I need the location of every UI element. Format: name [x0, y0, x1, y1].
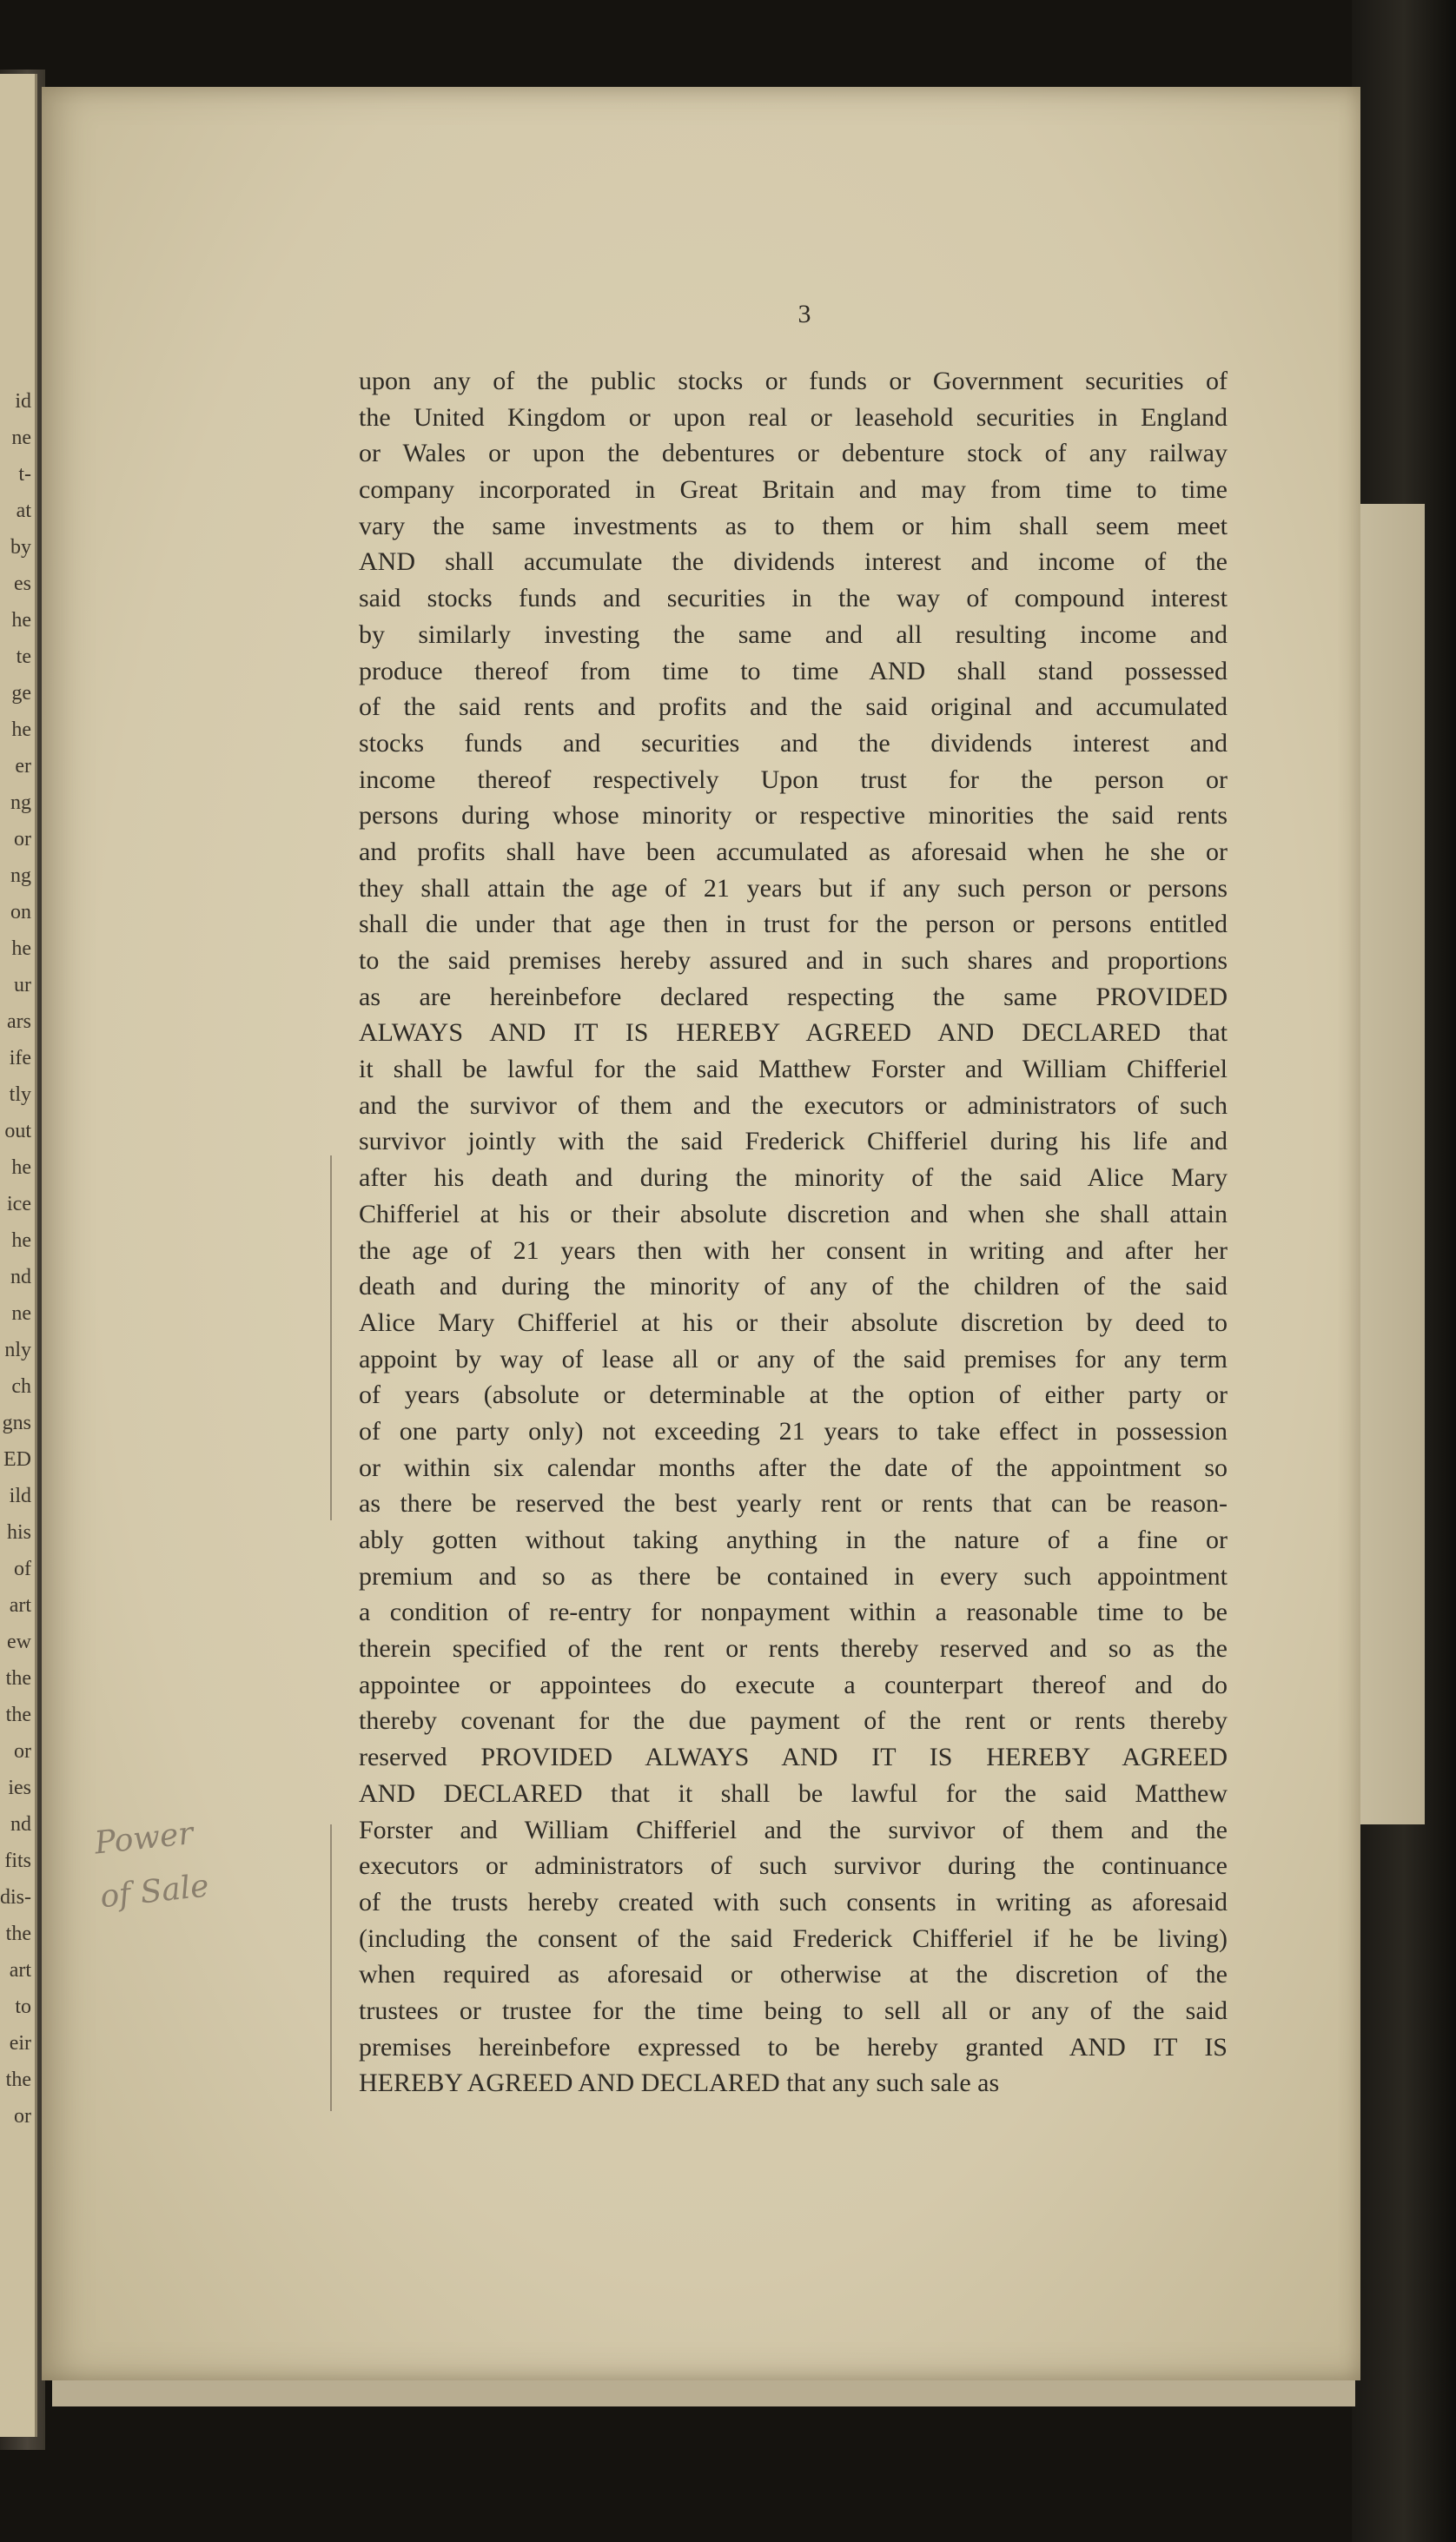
previous-page-fragment: art	[9, 1959, 31, 1982]
margin-note-line: of Sale	[98, 1868, 211, 1916]
body-text	[359, 363, 1228, 2102]
previous-page-fragment: art	[9, 1594, 31, 1617]
text-line: or within six calendar months after the date of the appointment so	[359, 1453, 1228, 1482]
previous-page-fragment: ED	[3, 1448, 31, 1471]
text-line: HEREBY AGREED AND DECLARED that any such sale as	[359, 2069, 1000, 2098]
previous-page-fragment: ng	[10, 791, 31, 814]
text-line: death and during the minority of any of the children of the said	[359, 1272, 1228, 1301]
text-line: it shall be lawful for the said Matthew Forster and William Chifferiel	[359, 1055, 1228, 1084]
previous-page-fragment: fits	[4, 1850, 31, 1872]
previous-page-fragment: t-	[18, 463, 31, 486]
previous-page-fragment: nly	[4, 1339, 31, 1361]
previous-page-fragment: or	[14, 1740, 31, 1763]
text-line: of the said rents and profits and the said original and accumulated	[359, 692, 1228, 722]
previous-page-fragment: tly	[9, 1083, 31, 1106]
text-line: a condition of re-entry for nonpayment within a reasonable time to be	[359, 1598, 1228, 1627]
previous-page-fragment: gns	[2, 1412, 31, 1434]
previous-page-fragment: the	[5, 1704, 31, 1726]
previous-page-fragment: eir	[9, 2032, 31, 2055]
previous-page-fragment: of	[14, 1558, 31, 1580]
text-line: by similarly investing the same and all resulting income and	[359, 619, 1228, 649]
text-line: when required as aforesaid or otherwise at the discretion of the	[359, 1960, 1228, 1989]
text-line: thereby covenant for the due payment of the rent or rents thereby	[359, 1706, 1228, 1736]
previous-page-fragment: ur	[14, 974, 31, 996]
text-line: and the survivor of them and the executors or administrators of such	[359, 1090, 1228, 1120]
previous-page-fragment: the	[5, 2069, 31, 2091]
previous-page-fragment: or	[14, 828, 31, 851]
previous-page-fragment: nd	[10, 1266, 31, 1288]
text-line: upon any of the public stocks or funds or Government securities of	[359, 367, 1228, 395]
text-line: AND shall accumulate the dividends interest and income of the	[359, 547, 1228, 577]
text-line: appointee or appointees do execute a counterpart thereof and do	[359, 1670, 1228, 1699]
text-line: of years (absolute or determinable at the option of either party or	[359, 1380, 1228, 1410]
text-line: AND DECLARED that it shall be lawful for the said Matthew	[359, 1778, 1228, 1808]
text-line: vary the same investments as to them or him shall seem meet	[359, 511, 1228, 540]
pencil-margin-mark	[330, 1824, 332, 2111]
previous-page-fragment: his	[6, 1521, 31, 1544]
previous-page-fragment: dis-	[0, 1886, 31, 1909]
previous-page-fragment: he	[11, 609, 31, 632]
text-line: stocks funds and securities and the dividends interest and	[359, 728, 1228, 758]
text-line: Forster and William Chifferiel and the survivor of them and the	[359, 1815, 1228, 1844]
previous-page-fragment: at	[16, 500, 31, 522]
text-line: of one party only) not exceeding 21 years to take effect in possession	[359, 1416, 1228, 1446]
text-line: company incorporated in Great Britain and may from time to time	[359, 475, 1228, 505]
text-line: after his death and during the minority of the said Alice Mary	[359, 1163, 1228, 1193]
previous-page-fragment: es	[14, 573, 31, 595]
previous-page-fragment: er	[15, 755, 31, 778]
pencil-margin-mark	[330, 1155, 332, 1520]
text-line: ably gotten without taking anything in the nature of a fine or	[359, 1526, 1228, 1554]
text-line: said stocks funds and securities in the way of compound interest	[359, 584, 1228, 613]
previous-page-fragment: te	[16, 645, 31, 668]
previous-page-fragment: by	[10, 536, 31, 559]
text-line: produce thereof from time to time AND shall stand possessed	[359, 656, 1228, 685]
previous-page-fragment: ne	[11, 1302, 31, 1325]
text-line: premium and so as there be contained in every such appointment	[359, 1561, 1228, 1591]
text-line: the United Kingdom or upon real or leasehold securities in England	[359, 402, 1228, 432]
margin-note-line: Power	[92, 1815, 195, 1862]
text-line: Chifferiel at his or their absolute discretion and when she shall attain	[359, 1199, 1228, 1228]
text-line: they shall attain the age of 21 years but if any such person or persons	[359, 873, 1228, 903]
text-line: the age of 21 years then with her consent in writing and after her	[359, 1235, 1228, 1265]
text-line: of the trusts hereby created with such consents in writing as aforesaid	[359, 1887, 1228, 1916]
text-line: persons during whose minority or respective minorities the said rents	[359, 801, 1228, 831]
previous-page-fragment: to	[15, 1996, 31, 2018]
previous-page-fragment: he	[11, 1229, 31, 1252]
text-line: ALWAYS AND IT IS HEREBY AGREED AND DECLARED that	[359, 1018, 1228, 1048]
text-line: as are hereinbefore declared respecting the same PROVIDED	[359, 982, 1228, 1011]
page-number: 3	[797, 300, 811, 328]
handwritten-margin-note	[92, 1806, 212, 1924]
previous-page-fragment: ies	[8, 1777, 31, 1799]
previous-page-fragment: nd	[10, 1813, 31, 1836]
text-line: or Wales or upon the debentures or debenture stock of any railway	[359, 439, 1228, 468]
previous-page-fragment: or	[14, 2105, 31, 2128]
previous-page-fragment: ife	[9, 1047, 31, 1069]
text-line: therein specified of the rent or rents thereby reserved and so as the	[359, 1634, 1228, 1664]
previous-page-fragment: ch	[11, 1375, 31, 1398]
previous-page-fragment: ne	[11, 427, 31, 449]
text-line: income thereof respectively Upon trust for the person or	[359, 765, 1228, 794]
previous-page-fragment: ars	[7, 1010, 31, 1033]
text-line: appoint by way of lease all or any of the said premises for any term	[359, 1344, 1228, 1374]
text-line: trustees or trustee for the time being to sell all or any of the said	[359, 1996, 1228, 2025]
text-line: survivor jointly with the said Frederick Chifferiel during his life and	[359, 1127, 1228, 1156]
previous-page-fragment: id	[15, 390, 31, 413]
previous-page-fragment: ild	[9, 1485, 31, 1507]
text-line: and profits shall have been accumulated as aforesaid when he she or	[359, 837, 1228, 866]
previous-page-fragment: out	[4, 1120, 31, 1142]
previous-page-fragment: on	[10, 901, 31, 923]
previous-page-fragment: ew	[7, 1631, 31, 1653]
previous-page-fragment: he	[11, 937, 31, 960]
previous-page-fragment: ice	[7, 1193, 31, 1215]
previous-page-edge	[0, 74, 37, 2437]
previous-page-fragment: he	[11, 718, 31, 741]
text-line: Alice Mary Chifferiel at his or their absolute discretion by deed to	[359, 1307, 1228, 1337]
text-line: reserved PROVIDED ALWAYS AND IT IS HEREBY AGREED	[359, 1743, 1228, 1772]
text-line: shall die under that age then in trust for the person or persons entitled	[359, 910, 1228, 939]
previous-page-fragment: he	[11, 1156, 31, 1179]
previous-page-fragment: ge	[11, 682, 31, 705]
previous-page-fragment: the	[5, 1667, 31, 1690]
text-line: (including the consent of the said Frederick Chifferiel if he be living)	[359, 1923, 1228, 1953]
previous-page-fragment: ng	[10, 864, 31, 887]
text-line: premises hereinbefore expressed to be hereby granted AND IT IS	[359, 2032, 1228, 2062]
text-line: executors or administrators of such survivor during the continuance	[359, 1851, 1228, 1881]
text-line: to the said premises hereby assured and in such shares and proportions	[359, 946, 1228, 975]
previous-page-fragment: the	[5, 1923, 31, 1945]
text-line: as there be reserved the best yearly rent or rents that can be reason-	[359, 1489, 1228, 1519]
